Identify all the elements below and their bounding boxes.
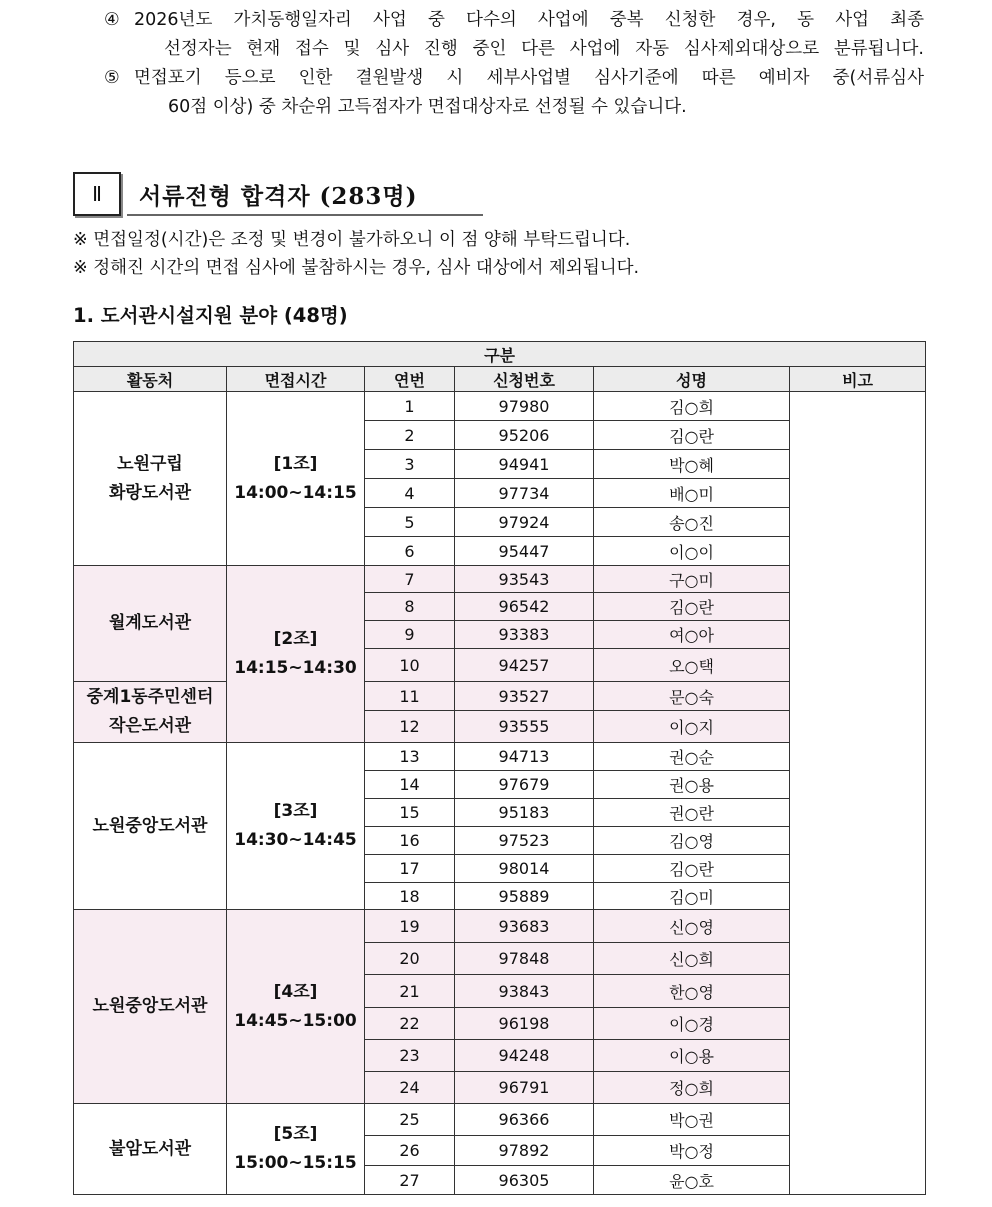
interview-group: [1조] [273,453,318,474]
notice-item [104,64,924,122]
column-header: 활동처 [74,367,227,392]
notice-list [104,6,924,122]
section-underline [127,214,483,216]
interview-group: [3조] [273,801,318,821]
interview-time: 14:45~15:00 [234,1010,357,1031]
site-cell [74,566,227,682]
name-cell: 송○진 [594,508,790,537]
interview-time: 15:00~15:15 [234,1153,357,1173]
application-number-cell: 93383 [455,621,594,649]
notice-text: 선정자는 현재 접수 및 심사 진행 중인 다른 사업에 자동 심사제외대상으로 분류됩니다. [164,39,924,59]
name-cell: 한○영 [594,975,790,1008]
site-cell [74,910,227,1104]
name-cell: 신○희 [594,943,790,975]
application-number-cell: 96305 [455,1166,594,1195]
serial-number-cell: 15 [365,799,455,827]
serial-number-cell: 16 [365,827,455,855]
interview-group: [5조] [273,1124,318,1144]
column-header: 비고 [790,367,926,392]
application-number-cell: 94941 [455,450,594,479]
serial-number-cell: 17 [365,855,455,883]
name-cell: 배○미 [594,479,790,508]
application-number-cell: 95206 [455,421,594,450]
interview-time: 14:15~14:30 [234,658,357,678]
interview-time-cell [227,910,365,1104]
serial-number-cell: 1 [365,392,455,421]
serial-number-cell: 8 [365,593,455,621]
site-cell [74,1104,227,1195]
application-number-cell: 94257 [455,649,594,682]
application-number-cell: 96791 [455,1072,594,1104]
name-cell: 박○혜 [594,450,790,479]
serial-number-cell: 12 [365,711,455,743]
application-number-cell: 95183 [455,799,594,827]
serial-number-cell: 7 [365,566,455,593]
remarks-cell [790,392,926,1195]
interview-group: [2조] [273,629,318,649]
interview-time-cell [227,566,365,743]
notice-number: ⑤ [104,68,120,88]
interview-time-cell [227,392,365,566]
serial-number-cell: 11 [365,682,455,711]
name-cell: 오○택 [594,649,790,682]
serial-number-cell: 14 [365,771,455,799]
serial-number-cell: 13 [365,743,455,771]
serial-number-cell: 3 [365,450,455,479]
notice-text: 면접포기 등으로 인한 결원발생 시 세부사업별 심사기준에 따른 예비자 중(서류심사 [134,68,924,88]
name-cell: 박○정 [594,1136,790,1166]
application-number-cell: 93527 [455,682,594,711]
application-number-cell: 93555 [455,711,594,743]
section-title: 서류전형 합격자 (283명) [139,183,418,210]
subsection-title: 1. 도서관시설지원 분야 (48명) [73,304,348,327]
name-cell: 이○지 [594,711,790,743]
name-cell: 문○숙 [594,682,790,711]
serial-number-cell: 18 [365,883,455,910]
application-number-cell: 97848 [455,943,594,975]
site-name: 노원중앙도서관 [92,996,208,1016]
application-number-cell: 95447 [455,537,594,566]
remark-line: ※ 정해진 시간의 면접 심사에 불참하시는 경우, 심사 대상에서 제외됩니다. [73,258,640,278]
notice-number: ④ [104,10,120,30]
name-cell: 여○아 [594,621,790,649]
application-number-cell: 98014 [455,855,594,883]
name-cell: 권○순 [594,743,790,771]
interview-group: [4조] [273,981,318,1002]
serial-number-cell: 6 [365,537,455,566]
application-number-cell: 96366 [455,1104,594,1136]
serial-number-cell: 21 [365,975,455,1008]
applicant-table [73,341,926,1195]
serial-number-cell: 2 [365,421,455,450]
application-number-cell: 94713 [455,743,594,771]
column-header: 연번 [365,367,455,392]
application-number-cell: 93843 [455,975,594,1008]
serial-number-cell: 22 [365,1008,455,1040]
group-header: 구분 [74,342,926,367]
name-cell: 신○영 [594,910,790,943]
remarks [73,226,639,282]
name-cell: 김○영 [594,827,790,855]
column-header: 성명 [594,367,790,392]
application-number-cell: 97980 [455,392,594,421]
site-name: 화랑도서관 [108,482,192,503]
section-header [73,172,485,218]
name-cell: 정○희 [594,1072,790,1104]
name-cell: 김○란 [594,855,790,883]
name-cell: 이○이 [594,537,790,566]
interview-time: 14:00~14:15 [234,482,357,503]
notice-text: 2026년도 가치동행일자리 사업 중 다수의 사업에 중복 신청한 경우, 동 사업 최종 [134,10,924,30]
serial-number-cell: 9 [365,621,455,649]
site-name: 노원중앙도서관 [92,815,208,836]
name-cell: 김○희 [594,392,790,421]
serial-number-cell: 20 [365,943,455,975]
site-name: 불암도서관 [108,1138,192,1159]
serial-number-cell: 24 [365,1072,455,1104]
serial-number-cell: 27 [365,1166,455,1195]
site-name: 월계도서관 [108,613,192,633]
section-number: Ⅱ [73,172,121,216]
name-cell: 구○미 [594,566,790,593]
interview-time-cell [227,1104,365,1195]
serial-number-cell: 26 [365,1136,455,1166]
name-cell: 권○용 [594,771,790,799]
interview-time: 14:30~14:45 [234,830,357,850]
interview-time-cell [227,743,365,910]
column-header: 신청번호 [455,367,594,392]
name-cell: 윤○호 [594,1166,790,1195]
notice-item [104,6,924,64]
name-cell: 김○미 [594,883,790,910]
name-cell: 이○경 [594,1008,790,1040]
application-number-cell: 97679 [455,771,594,799]
notice-text: 60점 이상) 중 차순위 고득점자가 면접대상자로 선정될 수 있습니다. [168,97,687,117]
remark-line: ※ 면접일정(시간)은 조정 및 변경이 불가하오니 이 점 양해 부탁드립니다. [73,230,631,250]
site-cell [74,743,227,910]
site-name: 노원구립 [117,453,183,474]
name-cell: 김○란 [594,421,790,450]
application-number-cell: 94248 [455,1040,594,1072]
serial-number-cell: 10 [365,649,455,682]
site-cell [74,682,227,743]
table-row [74,392,926,421]
application-number-cell: 97924 [455,508,594,537]
name-cell: 이○용 [594,1040,790,1072]
serial-number-cell: 19 [365,910,455,943]
application-number-cell: 93683 [455,910,594,943]
site-name: 작은도서관 [108,716,192,736]
name-cell: 김○란 [594,593,790,621]
serial-number-cell: 23 [365,1040,455,1072]
site-cell [74,392,227,566]
application-number-cell: 96198 [455,1008,594,1040]
name-cell: 박○권 [594,1104,790,1136]
application-number-cell: 93543 [455,566,594,593]
application-number-cell: 95889 [455,883,594,910]
application-number-cell: 97734 [455,479,594,508]
site-name: 중계1동주민센터 [86,687,214,707]
application-number-cell: 97892 [455,1136,594,1166]
application-number-cell: 96542 [455,593,594,621]
serial-number-cell: 25 [365,1104,455,1136]
application-number-cell: 97523 [455,827,594,855]
serial-number-cell: 5 [365,508,455,537]
serial-number-cell: 4 [365,479,455,508]
column-header: 면접시간 [227,367,365,392]
name-cell: 권○란 [594,799,790,827]
